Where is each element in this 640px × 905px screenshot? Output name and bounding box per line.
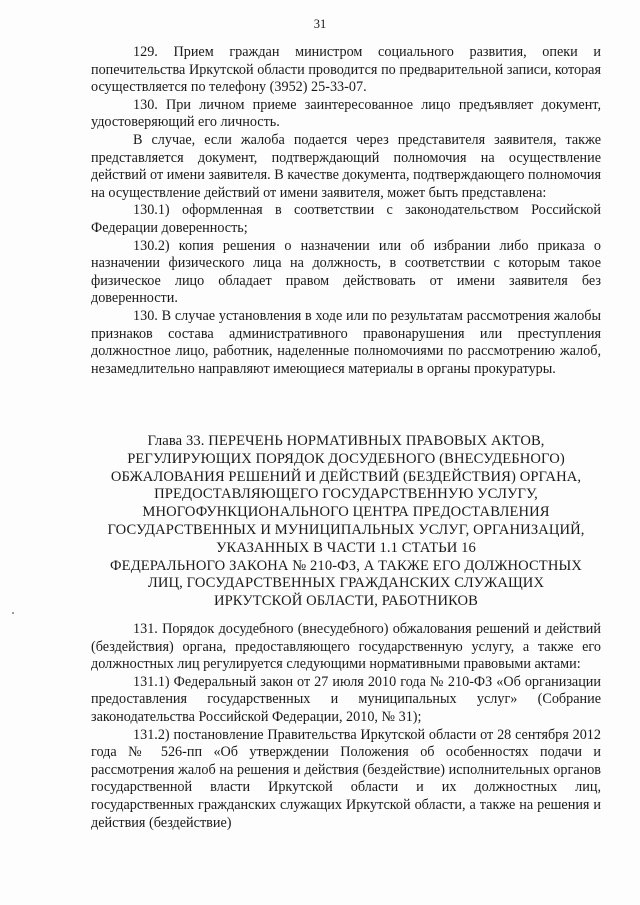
- heading-line: РЕГУЛИРУЮЩИХ ПОРЯДОК ДОСУДЕБНОГО (ВНЕСУДЕБНОГО): [127, 450, 565, 467]
- paragraph-131-1: 131.1) Федеральный закон от 27 июля 2010 года № 210-ФЗ «Об организации предоставления государственных и муниципальных услуг» (Собрание законодательства Российской Федерации, 2010, № 31);: [91, 673, 601, 725]
- paragraph-130-1: 130.1) оформленная в соответствии с законодательством Российской Федерации доверенность;: [91, 202, 601, 236]
- paragraph-130-2: 130.2) копия решения о назначении или об избрании либо приказа о назначении физического лица на должность, в соответствии с которым такое физическое лицо обладает правом действовать от имени заявителя без доверенности.: [91, 237, 601, 307]
- paragraph-131-2: 131.2) постановление Правительства Иркутской области от 28 сентября 2012 года № 526-пп «Об утверждении Положения об особенностях подачи и рассмотрения жалоб на решения и действия (бездействие) исполнительных органов государственной власти Иркутской области и их должностных лиц, государственных гражданских служащих Иркутской области, а также на решения и действия (бездействие): [91, 726, 601, 831]
- heading-line: ИРКУТСКОЙ ОБЛАСТИ, РАБОТНИКОВ: [213, 593, 479, 610]
- heading-line: УКАЗАННЫХ В ЧАСТИ 1.1 СТАТЬИ 16: [216, 539, 476, 556]
- paragraph-representative: В случае, если жалоба подается через представителя заявителя, также представляется документ, подтверждающий полномочия на осуществление действий от имени заявителя. В качестве документа, подтверждающего полномочия на осуществление действий от имени заявителя, может быть представлена:: [91, 131, 601, 201]
- heading-line: МНОГОФУНКЦИОНАЛЬНОГО ЦЕНТРА ПРЕДОСТАВЛЕНИЯ: [142, 504, 550, 521]
- paragraph-130: 130. При личном приеме заинтересованное лицо предъявляет документ, удостоверяющий его личность.: [91, 96, 601, 131]
- heading-line: ПРЕДОСТАВЛЯЮЩЕГО ГОСУДАРСТВЕННУЮ УСЛУГУ,: [154, 486, 538, 503]
- top-text-block: [91, 44, 601, 378]
- paragraph-129: 129. Прием граждан министром социального развития, опеки и попечительства Иркутской области проводится по предварительной записи, которая осуществляется по телефону (3952) 25-33-07.: [91, 44, 601, 96]
- margin-mark: [12, 612, 14, 614]
- bottom-text-block: [91, 621, 601, 832]
- chapter-heading: [91, 433, 601, 611]
- heading-line: ОБЖАЛОВАНИЯ РЕШЕНИЙ И ДЕЙСТВИЙ (БЕЗДЕЙСТВИЯ) ОРГАНА,: [110, 468, 582, 485]
- paragraph-130-prosecutor: 130. В случае установления в ходе или по результатам рассмотрения жалобы признаков состава административного правонарушения или преступления должностное лицо, работник, наделенные полномочиями по рассмотрению жалоб, незамедлительно направляют имеющиеся материалы в органы прокуратуры.: [91, 307, 601, 377]
- heading-line: ФЕДЕРАЛЬНОГО ЗАКОНА № 210-ФЗ, А ТАКЖЕ ЕГО ДОЛЖНОСТНЫХ: [110, 557, 582, 574]
- heading-line: Глава 33. ПЕРЕЧЕНЬ НОРМАТИВНЫХ ПРАВОВЫХ АКТОВ,: [147, 433, 545, 449]
- heading-line: ГОСУДАРСТВЕННЫХ И МУНИЦИПАЛЬНЫХ УСЛУГ, ОРГАНИЗАЦИЙ,: [107, 521, 585, 538]
- heading-line: ЛИЦ, ГОСУДАРСТВЕННЫХ ГРАЖДАНСКИХ СЛУЖАЩИХ: [147, 575, 545, 592]
- paragraph-131: 131. Порядок досудебного (внесудебного) обжалования решений и действий (бездействия) органа, предоставляющего государственную услугу, а также его должностных лиц регулируется следующими нормативными правовыми актами:: [91, 621, 601, 673]
- page-number: 31: [313, 17, 327, 31]
